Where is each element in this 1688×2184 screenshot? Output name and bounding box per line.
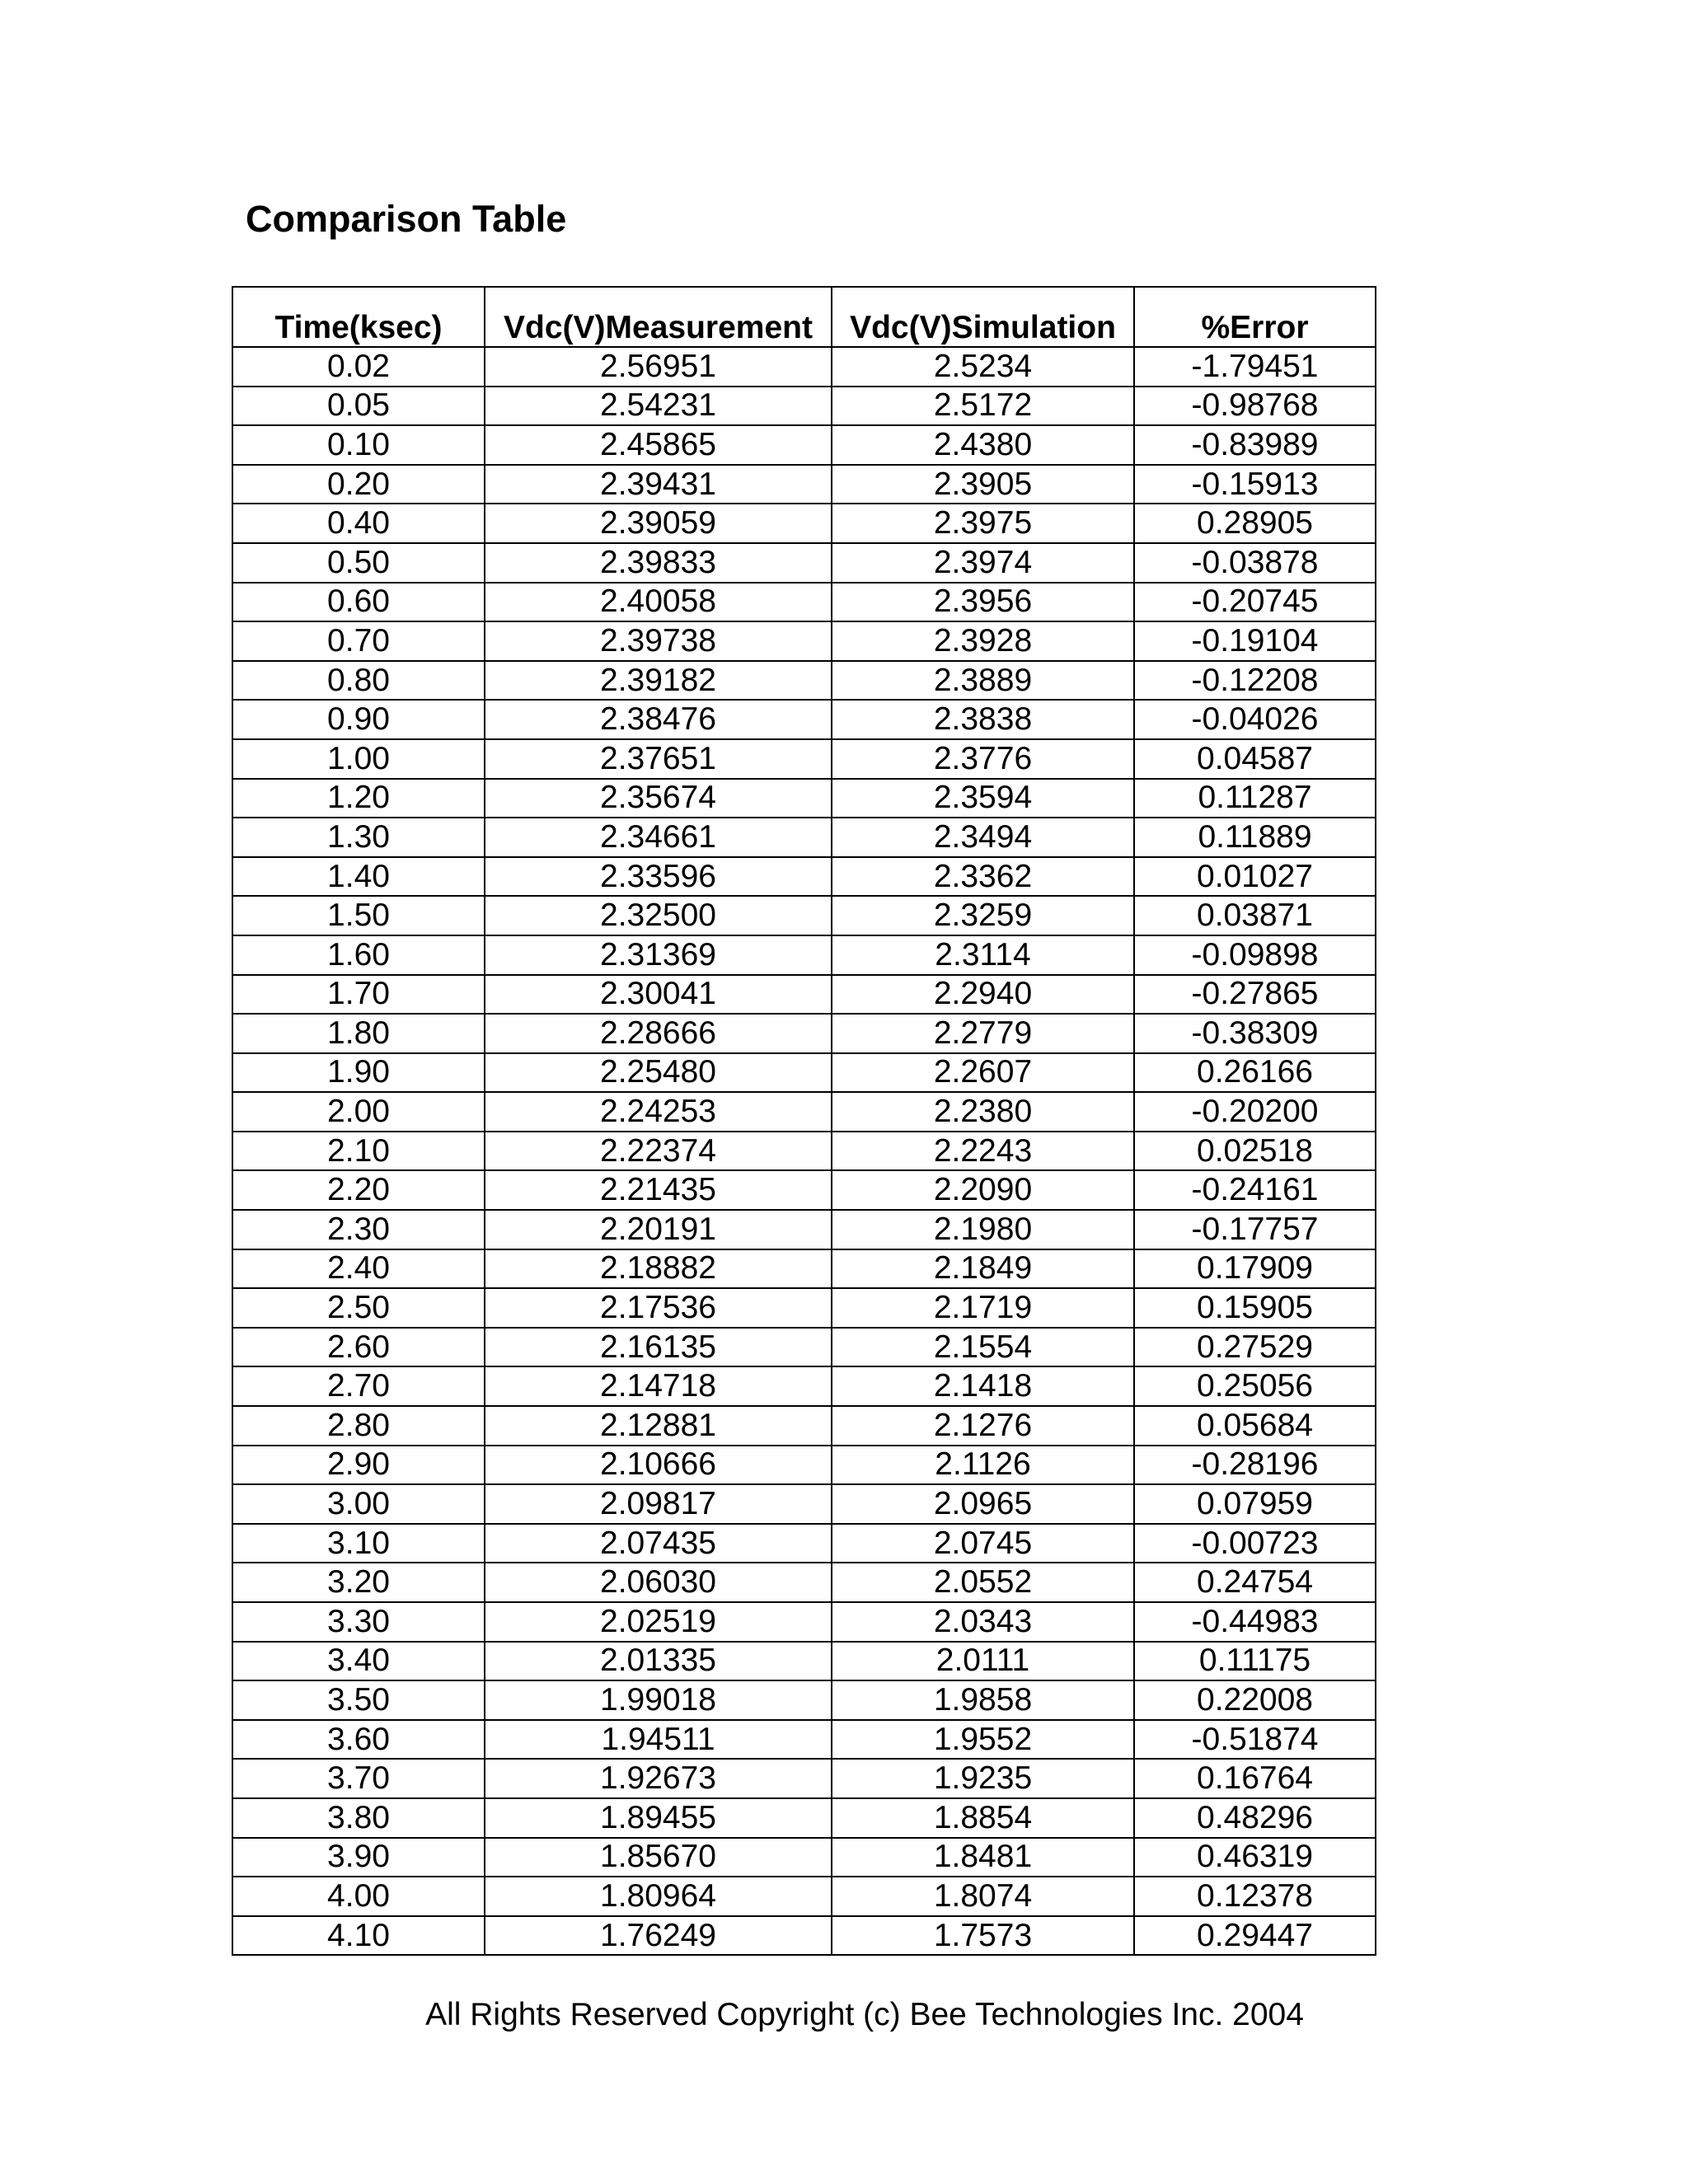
cell-simulation: 2.3776 (832, 739, 1134, 779)
cell-simulation: 2.3928 (832, 621, 1134, 661)
cell-error: 0.25056 (1134, 1366, 1376, 1406)
table-row (232, 818, 1376, 857)
table-row (232, 387, 1376, 426)
cell-measurement: 2.12881 (485, 1406, 832, 1446)
cell-measurement: 2.38476 (485, 700, 832, 739)
table-row (232, 1210, 1376, 1249)
cell-measurement: 2.39833 (485, 543, 832, 583)
cell-time: 2.90 (232, 1446, 485, 1485)
cell-time: 0.50 (232, 543, 485, 583)
cell-time: 3.70 (232, 1759, 485, 1798)
table-row (232, 583, 1376, 622)
table-row (232, 1053, 1376, 1093)
cell-error: 0.46319 (1134, 1838, 1376, 1877)
table-row (232, 1288, 1376, 1328)
cell-simulation: 2.0552 (832, 1563, 1134, 1602)
cell-time: 0.90 (232, 700, 485, 739)
table-row (232, 1249, 1376, 1289)
cell-simulation: 2.5172 (832, 387, 1134, 426)
cell-time: 2.10 (232, 1132, 485, 1171)
cell-measurement: 1.76249 (485, 1916, 832, 1956)
cell-simulation: 2.3114 (832, 935, 1134, 975)
table-row (232, 1720, 1376, 1760)
cell-measurement: 1.99018 (485, 1680, 832, 1720)
table-row (232, 1877, 1376, 1916)
cell-error: -0.04026 (1134, 700, 1376, 739)
cell-error: -0.20745 (1134, 583, 1376, 622)
cell-measurement: 2.02519 (485, 1602, 832, 1642)
cell-error: -0.38309 (1134, 1014, 1376, 1053)
cell-measurement: 2.34661 (485, 818, 832, 857)
cell-error: 0.48296 (1134, 1798, 1376, 1838)
cell-measurement: 2.39738 (485, 621, 832, 661)
cell-error: 0.11287 (1134, 779, 1376, 818)
table-row (232, 543, 1376, 583)
cell-error: 0.27529 (1134, 1328, 1376, 1367)
cell-error: 0.28905 (1134, 504, 1376, 543)
cell-error: -0.28196 (1134, 1446, 1376, 1485)
cell-measurement: 2.20191 (485, 1210, 832, 1249)
cell-simulation: 2.3494 (832, 818, 1134, 857)
column-header-simulation: Vdc(V)Simulation (832, 287, 1134, 347)
cell-simulation: 1.7573 (832, 1916, 1134, 1956)
column-header-measurement: Vdc(V)Measurement (485, 287, 832, 347)
page-title: Comparison Table (246, 198, 567, 240)
cell-measurement: 2.40058 (485, 583, 832, 622)
cell-time: 3.40 (232, 1642, 485, 1681)
cell-time: 3.50 (232, 1680, 485, 1720)
table-row (232, 935, 1376, 975)
cell-time: 0.70 (232, 621, 485, 661)
table-row (232, 1170, 1376, 1210)
table-row (232, 1366, 1376, 1406)
cell-error: 0.01027 (1134, 857, 1376, 897)
cell-simulation: 2.2090 (832, 1170, 1134, 1210)
cell-time: 1.00 (232, 739, 485, 779)
cell-error: 0.15905 (1134, 1288, 1376, 1328)
cell-error: -0.98768 (1134, 387, 1376, 426)
cell-measurement: 2.37651 (485, 739, 832, 779)
cell-time: 4.00 (232, 1877, 485, 1916)
cell-measurement: 2.56951 (485, 347, 832, 387)
cell-measurement: 2.22374 (485, 1132, 832, 1171)
cell-measurement: 2.01335 (485, 1642, 832, 1681)
cell-measurement: 1.94511 (485, 1720, 832, 1760)
cell-time: 1.20 (232, 779, 485, 818)
cell-measurement: 2.39431 (485, 465, 832, 504)
cell-simulation: 2.0111 (832, 1642, 1134, 1681)
cell-measurement: 2.32500 (485, 896, 832, 935)
table-row (232, 1563, 1376, 1602)
cell-time: 1.60 (232, 935, 485, 975)
cell-time: 3.60 (232, 1720, 485, 1760)
cell-simulation: 2.1980 (832, 1210, 1134, 1249)
cell-error: 0.05684 (1134, 1406, 1376, 1446)
cell-measurement: 1.89455 (485, 1798, 832, 1838)
cell-time: 3.30 (232, 1602, 485, 1642)
table-row (232, 1838, 1376, 1877)
cell-error: -0.24161 (1134, 1170, 1376, 1210)
cell-measurement: 2.35674 (485, 779, 832, 818)
cell-error: -0.27865 (1134, 975, 1376, 1015)
cell-simulation: 2.3259 (832, 896, 1134, 935)
cell-simulation: 2.2607 (832, 1053, 1134, 1093)
cell-measurement: 2.39059 (485, 504, 832, 543)
cell-time: 2.40 (232, 1249, 485, 1289)
cell-time: 0.60 (232, 583, 485, 622)
cell-time: 2.50 (232, 1288, 485, 1328)
cell-error: 0.03871 (1134, 896, 1376, 935)
cell-measurement: 2.30041 (485, 975, 832, 1015)
cell-time: 3.90 (232, 1838, 485, 1877)
table-row (232, 857, 1376, 897)
cell-simulation: 2.2779 (832, 1014, 1134, 1053)
cell-measurement: 1.92673 (485, 1759, 832, 1798)
cell-error: 0.07959 (1134, 1484, 1376, 1524)
cell-simulation: 2.0343 (832, 1602, 1134, 1642)
cell-error: 0.17909 (1134, 1249, 1376, 1289)
cell-time: 0.10 (232, 425, 485, 465)
cell-simulation: 2.2380 (832, 1092, 1134, 1132)
cell-error: -0.83989 (1134, 425, 1376, 465)
cell-measurement: 2.14718 (485, 1366, 832, 1406)
cell-simulation: 2.0965 (832, 1484, 1134, 1524)
table-row (232, 1014, 1376, 1053)
cell-time: 1.30 (232, 818, 485, 857)
cell-measurement: 2.28666 (485, 1014, 832, 1053)
table-row (232, 739, 1376, 779)
cell-error: -0.51874 (1134, 1720, 1376, 1760)
cell-simulation: 2.3838 (832, 700, 1134, 739)
cell-error: -0.17757 (1134, 1210, 1376, 1249)
cell-measurement: 2.06030 (485, 1563, 832, 1602)
table-row (232, 465, 1376, 504)
cell-simulation: 2.3889 (832, 661, 1134, 701)
cell-error: 0.26166 (1134, 1053, 1376, 1093)
cell-simulation: 2.1719 (832, 1288, 1134, 1328)
table-row (232, 700, 1376, 739)
table-row (232, 1680, 1376, 1720)
cell-simulation: 2.2243 (832, 1132, 1134, 1171)
table-row (232, 1092, 1376, 1132)
cell-measurement: 2.31369 (485, 935, 832, 975)
cell-simulation: 1.9235 (832, 1759, 1134, 1798)
cell-time: 1.90 (232, 1053, 485, 1093)
cell-measurement: 2.25480 (485, 1053, 832, 1093)
cell-simulation: 2.3905 (832, 465, 1134, 504)
cell-error: -0.03878 (1134, 543, 1376, 583)
cell-simulation: 2.3974 (832, 543, 1134, 583)
cell-time: 2.80 (232, 1406, 485, 1446)
table-row (232, 975, 1376, 1015)
cell-error: 0.29447 (1134, 1916, 1376, 1956)
copyright-notice: All Rights Reserved Copyright (c) Bee Technologies Inc. 2004 (425, 1997, 1304, 2032)
cell-time: 3.00 (232, 1484, 485, 1524)
cell-error: 0.16764 (1134, 1759, 1376, 1798)
cell-time: 3.80 (232, 1798, 485, 1838)
cell-time: 2.60 (232, 1328, 485, 1367)
cell-simulation: 2.5234 (832, 347, 1134, 387)
cell-measurement: 2.18882 (485, 1249, 832, 1289)
cell-error: -0.20200 (1134, 1092, 1376, 1132)
cell-measurement: 2.39182 (485, 661, 832, 701)
table-row (232, 504, 1376, 543)
cell-time: 0.80 (232, 661, 485, 701)
cell-simulation: 2.1126 (832, 1446, 1134, 1485)
table-row (232, 1406, 1376, 1446)
table-row (232, 779, 1376, 818)
cell-simulation: 2.1418 (832, 1366, 1134, 1406)
cell-measurement: 2.45865 (485, 425, 832, 465)
cell-time: 0.20 (232, 465, 485, 504)
table-row (232, 425, 1376, 465)
cell-time: 0.02 (232, 347, 485, 387)
cell-error: -0.00723 (1134, 1524, 1376, 1563)
table-row (232, 1642, 1376, 1681)
table-row (232, 896, 1376, 935)
cell-simulation: 2.3975 (832, 504, 1134, 543)
column-header-time: Time(ksec) (232, 287, 485, 347)
cell-simulation: 2.3362 (832, 857, 1134, 897)
cell-measurement: 2.07435 (485, 1524, 832, 1563)
column-header-error: %Error (1134, 287, 1376, 347)
comparison-table (232, 286, 1376, 1956)
cell-error: 0.12378 (1134, 1877, 1376, 1916)
cell-simulation: 2.3956 (832, 583, 1134, 622)
cell-time: 2.00 (232, 1092, 485, 1132)
cell-time: 0.40 (232, 504, 485, 543)
cell-error: -0.12208 (1134, 661, 1376, 701)
table-row (232, 1446, 1376, 1485)
cell-measurement: 2.17536 (485, 1288, 832, 1328)
cell-measurement: 1.80964 (485, 1877, 832, 1916)
table-row (232, 1602, 1376, 1642)
table-row (232, 621, 1376, 661)
cell-time: 3.20 (232, 1563, 485, 1602)
cell-simulation: 2.1276 (832, 1406, 1134, 1446)
cell-error: -0.44983 (1134, 1602, 1376, 1642)
table-row (232, 1132, 1376, 1171)
cell-simulation: 1.8854 (832, 1798, 1134, 1838)
cell-time: 1.40 (232, 857, 485, 897)
table-row (232, 661, 1376, 701)
table-row (232, 1484, 1376, 1524)
cell-error: 0.11175 (1134, 1642, 1376, 1681)
cell-simulation: 1.9552 (832, 1720, 1134, 1760)
cell-simulation: 2.3594 (832, 779, 1134, 818)
cell-error: -1.79451 (1134, 347, 1376, 387)
cell-error: 0.11889 (1134, 818, 1376, 857)
cell-measurement: 2.33596 (485, 857, 832, 897)
cell-error: 0.02518 (1134, 1132, 1376, 1171)
cell-simulation: 2.2940 (832, 975, 1134, 1015)
cell-simulation: 1.9858 (832, 1680, 1134, 1720)
cell-time: 0.05 (232, 387, 485, 426)
cell-measurement: 2.10666 (485, 1446, 832, 1485)
cell-simulation: 1.8481 (832, 1838, 1134, 1877)
table-row (232, 1798, 1376, 1838)
cell-simulation: 2.4380 (832, 425, 1134, 465)
cell-error: -0.15913 (1134, 465, 1376, 504)
table-row (232, 347, 1376, 387)
cell-error: -0.19104 (1134, 621, 1376, 661)
cell-simulation: 1.8074 (832, 1877, 1134, 1916)
cell-error: 0.04587 (1134, 739, 1376, 779)
table-body (232, 347, 1376, 1955)
cell-simulation: 2.0745 (832, 1524, 1134, 1563)
cell-measurement: 1.85670 (485, 1838, 832, 1877)
cell-time: 1.80 (232, 1014, 485, 1053)
table-row (232, 1328, 1376, 1367)
table-row (232, 1524, 1376, 1563)
table-header-row (232, 287, 1376, 347)
cell-measurement: 2.24253 (485, 1092, 832, 1132)
cell-error: -0.09898 (1134, 935, 1376, 975)
cell-time: 1.70 (232, 975, 485, 1015)
table-row (232, 1916, 1376, 1956)
cell-time: 4.10 (232, 1916, 485, 1956)
cell-time: 2.20 (232, 1170, 485, 1210)
cell-measurement: 2.16135 (485, 1328, 832, 1367)
table-row (232, 1759, 1376, 1798)
cell-error: 0.22008 (1134, 1680, 1376, 1720)
cell-time: 2.30 (232, 1210, 485, 1249)
cell-error: 0.24754 (1134, 1563, 1376, 1602)
cell-measurement: 2.21435 (485, 1170, 832, 1210)
cell-time: 2.70 (232, 1366, 485, 1406)
cell-time: 1.50 (232, 896, 485, 935)
cell-measurement: 2.09817 (485, 1484, 832, 1524)
cell-measurement: 2.54231 (485, 387, 832, 426)
cell-simulation: 2.1554 (832, 1328, 1134, 1367)
cell-simulation: 2.1849 (832, 1249, 1134, 1289)
cell-time: 3.10 (232, 1524, 485, 1563)
